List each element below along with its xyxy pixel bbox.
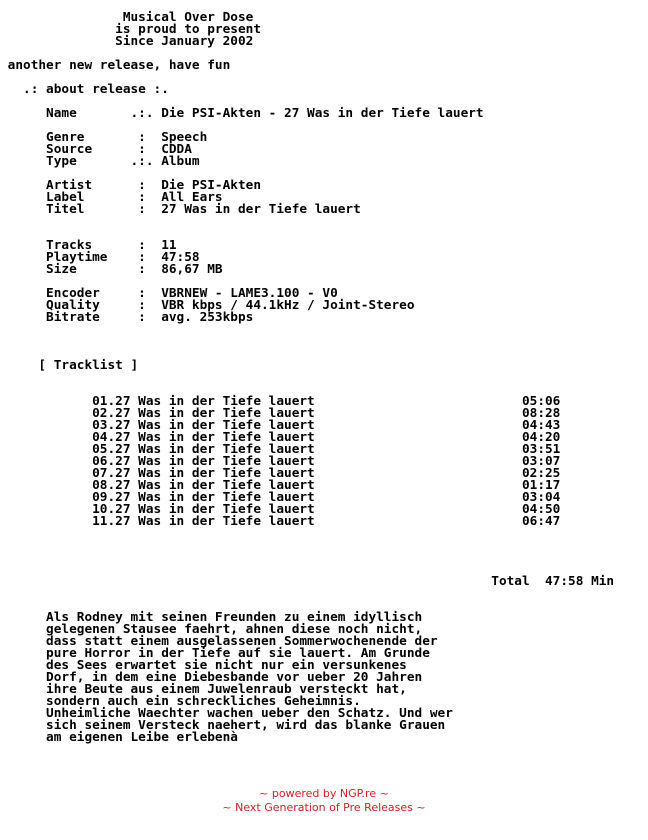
nfo-line: Encoder : VBRNEW - LAME3.100 - V0 [0, 286, 338, 301]
nfo-line: gelegenen Stausee faehrt, ahnen diese noch nicht, [0, 622, 423, 637]
nfo-line: 09.27 Was in der Tiefe lauert 03:04 [0, 490, 561, 505]
nfo-line: 02.27 Was in der Tiefe lauert 08:28 [0, 406, 561, 421]
footer-tagline: ~ Next Generation of Pre Releases ~ [222, 801, 426, 814]
nfo-line: Titel : 27 Was in der Tiefe lauert [0, 202, 361, 217]
nfo-line [0, 540, 614, 552]
nfo-line: Artist : Die PSI-Akten [0, 178, 261, 193]
nfo-line: Source : CDDA [0, 142, 192, 157]
nfo-line: Since January 2002 [0, 34, 254, 49]
nfo-line: Bitrate : avg. 253kbps [0, 310, 254, 325]
nfo-line: Dorf, in dem eine Diebesbande vor ueber 20 Jahren [0, 670, 423, 685]
nfo-line: Musical Over Dose [0, 10, 254, 25]
nfo-line [0, 588, 614, 600]
nfo-line: 06.27 Was in der Tiefe lauert 03:07 [0, 454, 561, 469]
footer-powered-by: ~ powered by NGP.re ~ [259, 787, 389, 800]
nfo-line: Total 47:58 Min [0, 574, 615, 589]
nfo-line: 11.27 Was in der Tiefe lauert 06:47 [0, 514, 561, 529]
nfo-line: ihre Beute aus einem Juwelenraub versteckt hat, [0, 682, 407, 697]
nfo-line: is proud to present [0, 22, 261, 37]
nfo-line: 07.27 Was in der Tiefe lauert 02:25 [0, 466, 561, 481]
nfo-line: sondern auch ein schreckliches Geheimnis. [0, 694, 361, 709]
nfo-line: pure Horror in der Tiefe auf sie lauert. Am Grunde [0, 646, 430, 661]
nfo-line: sich seinem Versteck naehert, wird das blanke Grauen [0, 718, 446, 733]
nfo-line: 01.27 Was in der Tiefe lauert 05:06 [0, 394, 561, 409]
nfo-line [0, 324, 614, 336]
nfo-line [0, 372, 614, 384]
nfo-line: .: about release :. [0, 82, 169, 97]
nfo-line: des Sees erwartet sie nicht nur ein versunkenes [0, 658, 407, 673]
nfo-line: Label : All Ears [0, 190, 223, 205]
nfo-line: Name .:. Die PSI-Akten - 27 Was in der Tiefe lauert [0, 106, 484, 121]
nfo-line: Als Rodney mit seinen Freunden zu einem idyllisch [0, 610, 423, 625]
nfo-line: Unheimliche Waechter wachen ueber den Schatz. Und wer [0, 706, 453, 721]
nfo-line: Genre : Speech [0, 130, 208, 145]
nfo-line: Playtime : 47:58 [0, 250, 200, 265]
nfo-line: Type .:. Album [0, 154, 200, 169]
nfo-line: Size : 86,67 MB [0, 262, 223, 277]
nfo-line: am eigenen Leibe erlebenà [0, 730, 238, 745]
nfo-line [0, 552, 614, 564]
nfo-line: dass statt einem ausgelassenen Sommerwochenende der [0, 634, 438, 649]
nfo-line [0, 528, 614, 540]
nfo-line: 08.27 Was in der Tiefe lauert 01:17 [0, 478, 561, 493]
nfo-line [0, 216, 614, 228]
nfo-line: [ Tracklist ] [0, 358, 139, 373]
nfo-line [0, 336, 614, 348]
nfo-line: Tracks : 11 [0, 238, 177, 253]
nfo-line: 04.27 Was in der Tiefe lauert 04:20 [0, 430, 561, 445]
nfo-line: 10.27 Was in der Tiefe lauert 04:50 [0, 502, 561, 517]
nfo-line: 03.27 Was in der Tiefe lauert 04:43 [0, 418, 561, 433]
nfo-line: Quality : VBR kbps / 44.1kHz / Joint-Stereo [0, 298, 415, 313]
nfo-line: another new release, have fun [0, 58, 231, 73]
nfo-line: 05.27 Was in der Tiefe lauert 03:51 [0, 442, 561, 457]
